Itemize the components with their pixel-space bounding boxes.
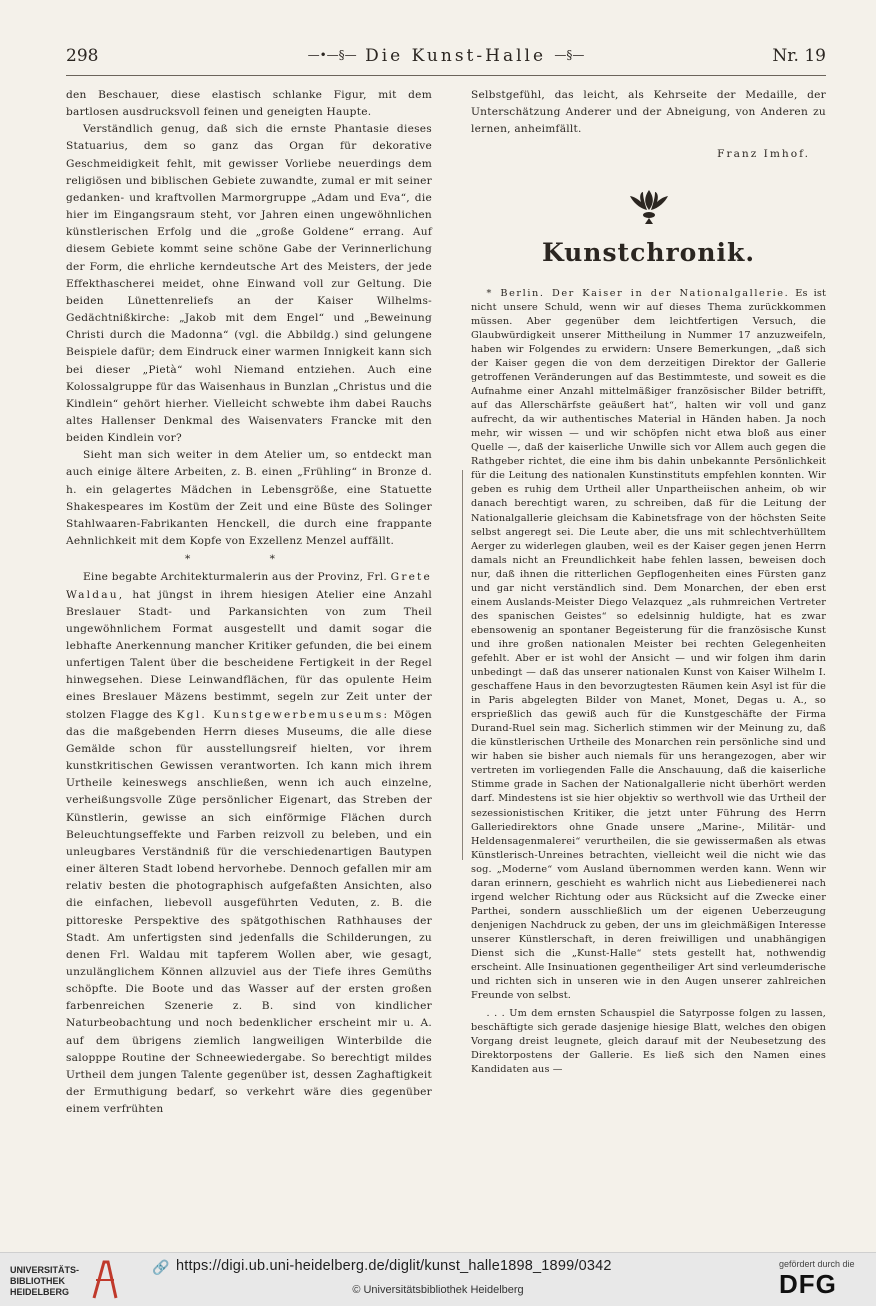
text-run: hat jüngst in ihrem hiesigen Atelier eine Anzahl Breslauer Stadt- und Parkansichten von zum Theil ungewöhnlichem Format ausgestellt und damit sogar die lebhafte Anerkennung mancher Kritiker gefunden, die bei einem unfertigen Talent über die bescheidene Fertigkeit in der Regel hinwegsehen. Diese Leinwandflächen, für das opulente Heim eines Breslauer Mäzens bestimmt, segeln zur Zeit unter der stolzen Flagge des: [66, 588, 432, 721]
library-name: UNIVERSITÄTS- BIBLIOTHEK HEIDELBERG: [10, 1265, 80, 1297]
museum-name: Kgl. Kunstgewerbemuseums:: [176, 708, 390, 721]
section-heading: Kunstchronik.: [541, 237, 756, 267]
header-rule: [66, 75, 826, 76]
text-run: Mögen das die maßgebenden Herrn dieses Museums, die alle diese Gemälde schon für ausstellungsreif hielten, vor ihrem kunstkritischen Gewissen verantworten. Ich kann mich ihrem Urtheile keineswegs anschließen, wenn ich auch einzelne, verheißungsvolle Züge persönlicher Eigenart, das Streben der Künstlerin, gewisse an sich einförmige Flächen durch Beleuchtungseffekte und Farben reizvoll zu beleben, und ein unleugbares Verständniß für die verschiedenartigen Bautypen einer älteren Stadt lobend hervorhebe. Dennoch gefallen mir am relativ besten die photographisch aufgefaßten Ansichten, also die einfachen, liebevoll ausgeführten Veduten, z. B. die pittoreske Perspektive des spätgothischen Rathhauses der Stadt. Am unfertigsten sind jedenfalls die Schilderungen, zu denen Frl. Waldau mit tapferem Wollen aber, wie gesagt, unzulänglichem Können allzuviel aus der Tiefe ihres Gemüths schöpfte. Die Boote und das Wasser auf der ersten großen farbenreichen Szenerie z. B. sind von kindlicher Naturbeobachtung und noch bedenklicher erscheint mir u. A. auf dem übrigens ziemlich langweiligen Winterbilde die salopppe Routine der Schneewiedergabe. So berechtigt mildes Urtheil dem jungen Talente gegenüber ist, dessen Zaghaftigkeit der Ermuthigung bedarf, so verkehrt wäre dies gegenüber einem verfrühten: [66, 708, 432, 1116]
journal-title: Die Kunst-Halle: [365, 46, 547, 66]
funder-label: gefördert durch die: [779, 1259, 855, 1269]
page-number: 298: [66, 46, 99, 66]
running-header: [66, 46, 826, 68]
paragraph: Selbstgefühl, das leicht, als Kehrseite der Medaille, der Unterschätzung Anderer und der Abneigung, von Anderen zu lernen, anheimfällt.: [471, 89, 826, 136]
news-item-body: Es ist nicht unsere Schuld, wenn wir auf dieses Thema zurückkommen müssen. Aber gegenüber dem leichtfertigen Versuch, die Glaubwürdigkeit unserer Mittheilung in Nummer 17 anzuzweifeln, haben wir Folgendes zu erwidern: Unsere Bemerkungen, „daß sich der Kaiser gegen die von dem derzeitigen Direktor der Gallerie getroffenen Veränderungen auf das Bestimmteste, und soweit es die Aufnahme einer Anzahl mittelmäßiger französischer Bilder betrifft, auf das Allerschärfste geäußert hat“, halten wir voll und ganz aufrecht, da wir authentisches Material in Händen haben. Ja noch mehr, wir wissen — und wir schöpfen nicht etwa bloß aus einer Quelle —, daß der kaiserliche Unwille sich vor Allem auch gegen die Rathgeber richtet, die eine ihm bis dahin unbekannte Persönlichkeit für die Leitung des nationalen Kunstinstituts empfehlen konnten. Wir geben es ruhig dem Urtheil aller Unpartheiischen anheim, ob wir danach berechtigt waren, zu schreiben, daß für die Leitung der Nationalgallerie gleichsam die Kabinetsfrage von der höchsten Seite selbst angeregt sei. Die Leute aber, die uns mit schlechtverhülltem Aerger zu widerlegen glauben, weil es der Kaiser gegen jenen Herrn damals nicht an Freundlichkeit habe fehlen lassen, beweisen doch nur, daß ihnen die ritterlichen Gepflogenheiten eines Fürsten ganz und gar nicht verständlich sind. Dem Monarchen, der eben erst einem Auslands-Meister Diego Velazquez „als ruhmreichen Vertreter des spanischen Geistes“ so edelsinnig huldigte, hat es zwar ebensowenig an spontaner Begeisterung für die französische Kunst und ihre großen nationalen Meister bei rechten Gelegenheiten gefehlt. Aber er ist wohl der Ansicht — und wir folgen ihm darin unbedingt — daß das unserer nationalen Kunst von Kaiser Wilhelm I. geschaffene Haus in den bevorzugtesten Räumen kein Asyl ist für die in Paris abgelegten Bilder von Manet, Monet, Degas u. A., so ersprießlich das gewiß auch für die Kunstgeschäfte der Firma Durand-Ruel sein mag. Sicherlich stimmen wir der Meinung zu, daß die künstlerischen Urtheile des Monarchen rein persönliche sind und wir haben sie bisher auch niemals für uns herangezogen, aber wir vertreten im vorliegenden Falle die Anschauung, daß die kaiserliche Stimme grade in Sachen der Nationalgallerie nicht überhört werden darf. Mindestens ist sie hier objektiv so werthvoll wie das Urtheil der sezessionistischen Kritiker, die jetzt unter Führung des Herrn Galleriedirektors ohne Gnade unsere „Marine-, Militär- und Heldensagenmalerei“ verurtheilen, die sie gewissermaßen als etwas Künstlerisch-Unreines betrachten, vielleicht weil die nicht wie das sog. „Moderne“ vom Ausland übernommen werden kann. Wenn wir daran erinnern, geschieht es wahrlich nicht aus Liebedienerei nach irgend welcher Richtung oder aus Rücksicht auf die Zwecke einer Parthei, sondern ausschließlich um der eigenen Ueberzeugung denjenigen Nachdruck zu geben, der uns im gleichmäßigen Interesse unserer Künstlerschaft, in deren freiwilligen und unabhängigen Dienst sich die „Kunst-Halle“ stets gestellt hat, nothwendig erscheint. Alle Insinuationen gegentheiliger Art sind verleumderische und richten sich in unseren wie in den Augen unserer zahlreichen Freunde von selbst.: [471, 287, 826, 1002]
issue-number: Nr. 19: [772, 46, 826, 66]
author-signature: Franz Imhof.: [717, 148, 810, 161]
fleuron-ornament: [627, 186, 671, 226]
news-item: . . . Um dem ernsten Schauspiel die Satyrposse folgen zu lassen, beschäftigte sich gerade dasjenige hiesige Blatt, welches den obigen Vorgang dreist leugnete, gleich darauf mit der Neubesetzung des Direktorpostens der Gallerie. Es ließ sich den Namen eines Kandidaten aus —: [471, 1008, 826, 1076]
link-icon: 🔗: [152, 1260, 170, 1276]
right-column: [471, 87, 826, 1237]
news-item-title: * Berlin. Der Kaiser in der Nationalgallerie.: [486, 287, 790, 299]
permalink-url[interactable]: https://digi.ub.uni-heidelberg.de/diglit/kunst_halle1898_1899/0342: [176, 1258, 612, 1274]
artist-name: Grete Waldau,: [66, 571, 432, 601]
margin-mark: [462, 470, 463, 860]
header-ornament-right: —§—: [554, 48, 585, 62]
section-divider-stars: * *: [185, 553, 313, 566]
paragraph: [66, 569, 432, 1118]
left-column: [66, 87, 432, 1227]
paragraph: Sieht man sich weiter in dem Atelier um, so entdeckt man auch einige ältere Arbeiten, z. B. einen „Frühling“ in Bronze d. h. ein gelagertes Mädchen in Lebensgröße, eine Statuette Shakespeares im Kostüm der Zeit und eine Büste des Solinger Stahlwaaren-Fabrikanten Henckell, die durch eine frappante Aehnlichkeit mit dem Kopfe von Exzellenz Menzel auffällt.: [66, 449, 432, 548]
viewer-footer: [0, 1252, 876, 1306]
news-item: [471, 287, 826, 1003]
journal-title-line: [66, 46, 826, 66]
header-ornament-left: —•—§—: [307, 48, 357, 62]
text-run: Eine begabte Architekturmalerin aus der Provinz, Frl.: [82, 571, 388, 584]
paragraph: Verständlich genug, daß sich die ernste Phantasie dieses Statuarius, dem so ganz das Organ für dekorative Geschmeidigkeit fehlt, mit gewisser Vorliebe neuerdings dem religiösen und biblischen Gebiete zuwandte, zumal er mit seiner gedanken- und kraftvollen Marmorgruppe „Adam und Eva“, die hier im Eingangsraum steht, vor Jahren einen ungewöhnlichen künstlerischen Erfolg und die „große Goldene“ errang. Auf diesem Gebiete kommt seine schöne Gabe der Verinnerlichung der Form, die ehrliche kerndeutsche Art des Meisters, der jede Effekthascherei meidet, ohne Einwand voll zur Geltung. Die beiden Lünettenreliefs an der Kaiser Wilhelms-Gedächtnißkirche: „Jakob mit dem Engel“ und „Beweinung Christi durch die Madonna“ (vgl. die Abbildg.) sind gelungene Beispiele dafür; dem Eindruck einer warmen Innigkeit kann sich bei dieser „Pietà“ wohl Niemand entziehen. Auch eine Kolossalgruppe für das Waisenhaus in Bunzlan „Christus und die Kindlein“ gehört hierher. Vielleicht schwebte ihm dabei Rauchs altes Hallenser Denkmal des Waisenvaters Francke mit den beiden Kindlein vor?: [66, 123, 432, 445]
copyright-notice: © Universitätsbibliothek Heidelberg: [352, 1284, 524, 1296]
dfg-logo: DFG: [779, 1269, 837, 1299]
paragraph: den Beschauer, diese elastisch schlanke Figur, mit dem bartlosen ausdrucksvoll feinen und geneigten Haupte.: [66, 89, 432, 119]
